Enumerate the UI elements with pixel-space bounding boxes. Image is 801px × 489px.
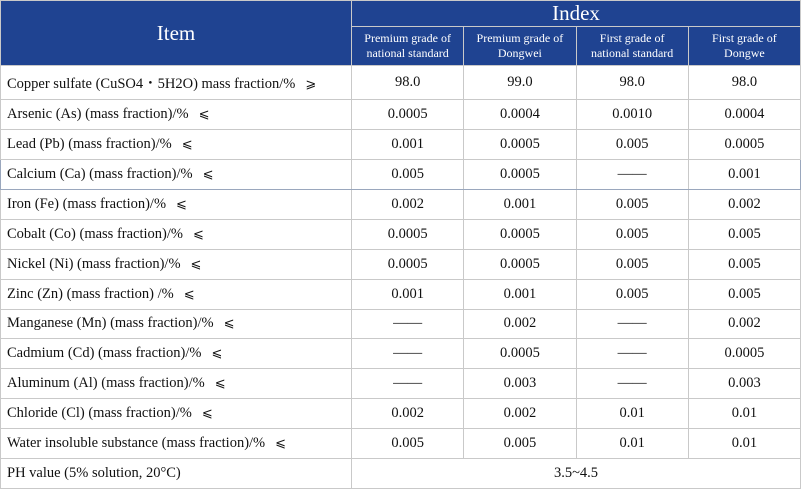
comparison-symbol: ⩽ <box>198 106 210 122</box>
item-text: Water insoluble substance (mass fraction)/% <box>7 435 266 452</box>
cell-value: 0.0005 <box>464 339 576 369</box>
cell-value: 0.005 <box>352 159 464 189</box>
cell-value: 0.0005 <box>464 249 576 279</box>
comparison-symbol: ⩽ <box>211 345 223 361</box>
cell-value: 0.002 <box>688 189 800 219</box>
cell-value: 0.002 <box>688 309 800 339</box>
header-col-first-dongwe: First grade of Dongwe <box>688 27 800 66</box>
cell-value: 0.0005 <box>352 219 464 249</box>
cell-value: 98.0 <box>352 66 464 100</box>
cell-value: 0.01 <box>688 399 800 429</box>
cell-value: —— <box>576 309 688 339</box>
cell-value: 0.002 <box>352 189 464 219</box>
table-row-ph <box>1 459 801 489</box>
item-text: Arsenic (As) (mass fraction)/% <box>7 106 189 123</box>
item-text: Copper sulfate (CuSO4・5H2O) mass fraction/% <box>7 76 296 93</box>
table-row <box>1 159 801 189</box>
cell-value: 0.005 <box>576 189 688 219</box>
cell-value: 0.001 <box>464 279 576 309</box>
cell-value: 0.0005 <box>688 339 800 369</box>
cell-value: 0.005 <box>576 130 688 160</box>
item-text: Nickel (Ni) (mass fraction)/% <box>7 255 181 272</box>
cell-value: 0.005 <box>464 429 576 459</box>
item-text: Zinc (Zn) (mass fraction) /% <box>7 285 174 302</box>
item-text: Chloride (Cl) (mass fraction)/% <box>7 405 192 422</box>
cell-value: 99.0 <box>464 66 576 100</box>
item-text: Aluminum (Al) (mass fraction)/% <box>7 375 205 392</box>
cell-value: —— <box>576 369 688 399</box>
cell-value: 0.003 <box>688 369 800 399</box>
item-text: Cobalt (Co) (mass fraction)/% <box>7 225 183 242</box>
cell-value: 0.0005 <box>688 130 800 160</box>
comparison-symbol: ⩽ <box>202 165 214 181</box>
row-item-label <box>1 159 352 189</box>
row-item-label <box>1 339 352 369</box>
item-text: Iron (Fe) (mass fraction)/% <box>7 195 167 212</box>
cell-value: 0.0005 <box>464 130 576 160</box>
row-item-label <box>1 189 352 219</box>
cell-value: 98.0 <box>688 66 800 100</box>
table-row <box>1 369 801 399</box>
cell-value: 0.005 <box>576 249 688 279</box>
table-row <box>1 66 801 100</box>
table-row <box>1 429 801 459</box>
cell-value: —— <box>576 339 688 369</box>
comparison-symbol: ⩽ <box>223 315 235 331</box>
row-item-label <box>1 100 352 130</box>
header-col-premium-national: Premium grade of national standard <box>352 27 464 66</box>
header-item: Item <box>1 1 352 66</box>
table-header <box>1 1 801 66</box>
cell-value: 0.005 <box>688 249 800 279</box>
table-row <box>1 130 801 160</box>
cell-value-ph: 3.5~4.5 <box>352 459 801 489</box>
table-row <box>1 399 801 429</box>
header-index: Index <box>352 1 801 27</box>
cell-value: 0.005 <box>576 279 688 309</box>
cell-value: 0.005 <box>576 219 688 249</box>
comparison-symbol: ⩾ <box>305 76 317 92</box>
header-col-first-national: First grade of national standard <box>576 27 688 66</box>
cell-value: 0.0005 <box>352 249 464 279</box>
item-text: Lead (Pb) (mass fraction)/% <box>7 136 172 153</box>
comparison-symbol: ⩽ <box>181 136 193 152</box>
cell-value: 0.002 <box>352 399 464 429</box>
cell-value: 0.01 <box>688 429 800 459</box>
row-item-label-ph: PH value (5% solution, 20°C) <box>1 459 352 489</box>
table-row <box>1 339 801 369</box>
cell-value: 0.001 <box>352 130 464 160</box>
cell-value: 0.0005 <box>352 100 464 130</box>
table-row <box>1 279 801 309</box>
item-text: Calcium (Ca) (mass fraction)/% <box>7 165 193 182</box>
cell-value: 0.0004 <box>688 100 800 130</box>
comparison-symbol: ⩽ <box>201 405 213 421</box>
cell-value: 0.001 <box>464 189 576 219</box>
cell-value: 0.0005 <box>464 159 576 189</box>
table-row <box>1 309 801 339</box>
item-text: Manganese (Mn) (mass fraction)/% <box>7 315 214 332</box>
cell-value: —— <box>352 309 464 339</box>
item-text: Cadmium (Cd) (mass fraction)/% <box>7 345 202 362</box>
row-item-label <box>1 429 352 459</box>
row-item-label <box>1 369 352 399</box>
cell-value: 0.002 <box>464 399 576 429</box>
table-row <box>1 219 801 249</box>
cell-value: 0.001 <box>688 159 800 189</box>
comparison-symbol: ⩽ <box>176 195 187 211</box>
cell-value: 0.005 <box>688 219 800 249</box>
table-row <box>1 100 801 130</box>
cell-value: —— <box>576 159 688 189</box>
header-row-main <box>1 1 801 27</box>
cell-value: —— <box>352 369 464 399</box>
cell-value: 0.003 <box>464 369 576 399</box>
row-item-label <box>1 66 352 100</box>
cell-value: 0.001 <box>352 279 464 309</box>
row-item-label <box>1 309 352 339</box>
cell-value: 0.0005 <box>464 219 576 249</box>
row-item-label <box>1 399 352 429</box>
cell-value: —— <box>352 339 464 369</box>
row-item-label <box>1 130 352 160</box>
table-row <box>1 189 801 219</box>
cell-value: 0.01 <box>576 429 688 459</box>
table-body <box>1 66 801 489</box>
comparison-symbol: ⩽ <box>190 255 202 271</box>
comparison-symbol: ⩽ <box>183 285 195 301</box>
cell-value: 0.005 <box>688 279 800 309</box>
comparison-symbol: ⩽ <box>275 435 287 451</box>
cell-value: 0.0004 <box>464 100 576 130</box>
row-item-label <box>1 249 352 279</box>
cell-value: 98.0 <box>576 66 688 100</box>
cell-value: 0.01 <box>576 399 688 429</box>
cell-value: 0.0010 <box>576 100 688 130</box>
header-col-premium-dongwei: Premium grade of Dongwei <box>464 27 576 66</box>
cell-value: 0.005 <box>352 429 464 459</box>
comparison-symbol: ⩽ <box>214 375 226 391</box>
row-item-label <box>1 219 352 249</box>
cell-value: 0.002 <box>464 309 576 339</box>
table-row <box>1 249 801 279</box>
row-item-label <box>1 279 352 309</box>
comparison-symbol: ⩽ <box>192 225 204 241</box>
